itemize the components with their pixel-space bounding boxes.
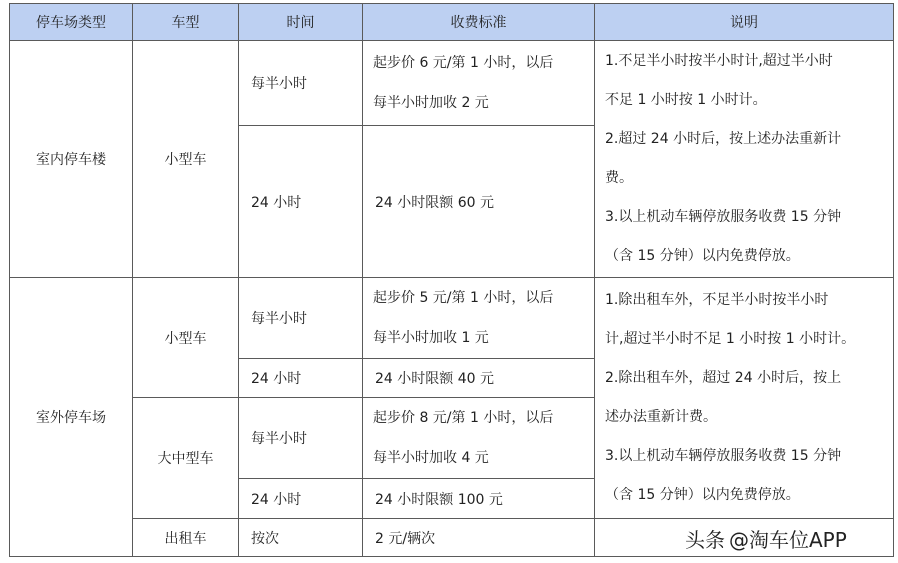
- indoor-time-half-hour: 每半小时: [239, 41, 363, 126]
- header-notes: 说明: [595, 4, 894, 41]
- header-row: [10, 4, 894, 41]
- indoor-fee-24h: 24 小时限额 60 元: [363, 126, 595, 278]
- outdoor-notes: [595, 278, 894, 519]
- outdoor-lot-type: 室外停车场: [10, 278, 133, 557]
- outdoor-small-vehicle-type: 小型车: [133, 278, 239, 398]
- outdoor-taxi-vehicle-type: 出租车: [133, 519, 239, 557]
- outdoor-large-vehicle-type: 大中型车: [133, 398, 239, 519]
- note-line: 计,超过半小时不足 1 小时按 1 小时计。: [605, 331, 856, 347]
- indoor-notes: [595, 41, 894, 278]
- header-vehicle-type: 车型: [133, 4, 239, 41]
- fee-line: 起步价 6 元/第 1 小时，以后: [373, 55, 554, 71]
- header-fee-standard: 收费标准: [363, 4, 595, 41]
- note-line: 2.除出租车外，超过 24 小时后，按上: [605, 370, 842, 386]
- indoor-fee-half-hour: [363, 41, 595, 126]
- header-time: 时间: [239, 4, 363, 41]
- outdoor-taxi-fee: 2 元/辆次: [363, 519, 595, 557]
- fee-line: 每半小时加收 2 元: [373, 95, 489, 111]
- header-lot-type: 停车场类型: [10, 4, 133, 41]
- fee-table-wrapper: [9, 3, 894, 557]
- note-line: 述办法重新计费。: [605, 409, 717, 425]
- outdoor-small-fee-24h: 24 小时限额 40 元: [363, 359, 595, 398]
- note-line: 2.超过 24 小时后，按上述办法重新计: [605, 131, 842, 147]
- outdoor-large-time-24h: 24 小时: [239, 479, 363, 519]
- note-line: 1.除出租车外，不足半小时按半小时: [605, 292, 829, 308]
- indoor-time-24h: 24 小时: [239, 126, 363, 278]
- note-line: （含 15 分钟）以内免费停放。: [605, 487, 800, 503]
- note-line: 3.以上机动车辆停放服务收费 15 分钟: [605, 209, 842, 225]
- table-row: [10, 41, 894, 126]
- outdoor-small-time-half-hour: 每半小时: [239, 278, 363, 359]
- parking-fee-table: [9, 3, 894, 557]
- outdoor-small-time-24h: 24 小时: [239, 359, 363, 398]
- outdoor-large-fee-24h: 24 小时限额 100 元: [363, 479, 595, 519]
- note-line: 3.以上机动车辆停放服务收费 15 分钟: [605, 448, 842, 464]
- indoor-lot-type: 室内停车楼: [10, 41, 133, 278]
- fee-line: 每半小时加收 4 元: [373, 450, 489, 466]
- note-line: 费。: [605, 170, 633, 186]
- watermark-handle: @淘车位APP: [729, 528, 847, 552]
- outdoor-taxi-time: 按次: [239, 519, 363, 557]
- outdoor-small-fee-half-hour: [363, 278, 595, 359]
- indoor-vehicle-type: 小型车: [133, 41, 239, 278]
- note-line: 1.不足半小时按半小时计,超过半小时: [605, 53, 833, 69]
- watermark-prefix: 头条: [685, 528, 725, 552]
- note-line: 不足 1 小时按 1 小时计。: [605, 92, 767, 108]
- fee-line: 起步价 8 元/第 1 小时，以后: [373, 410, 554, 426]
- outdoor-large-time-half-hour: 每半小时: [239, 398, 363, 479]
- fee-line: 每半小时加收 1 元: [373, 330, 489, 346]
- watermark: [685, 524, 847, 553]
- fee-line: 起步价 5 元/第 1 小时，以后: [373, 290, 554, 306]
- table-row: [10, 278, 894, 359]
- outdoor-large-fee-half-hour: [363, 398, 595, 479]
- note-line: （含 15 分钟）以内免费停放。: [605, 248, 800, 264]
